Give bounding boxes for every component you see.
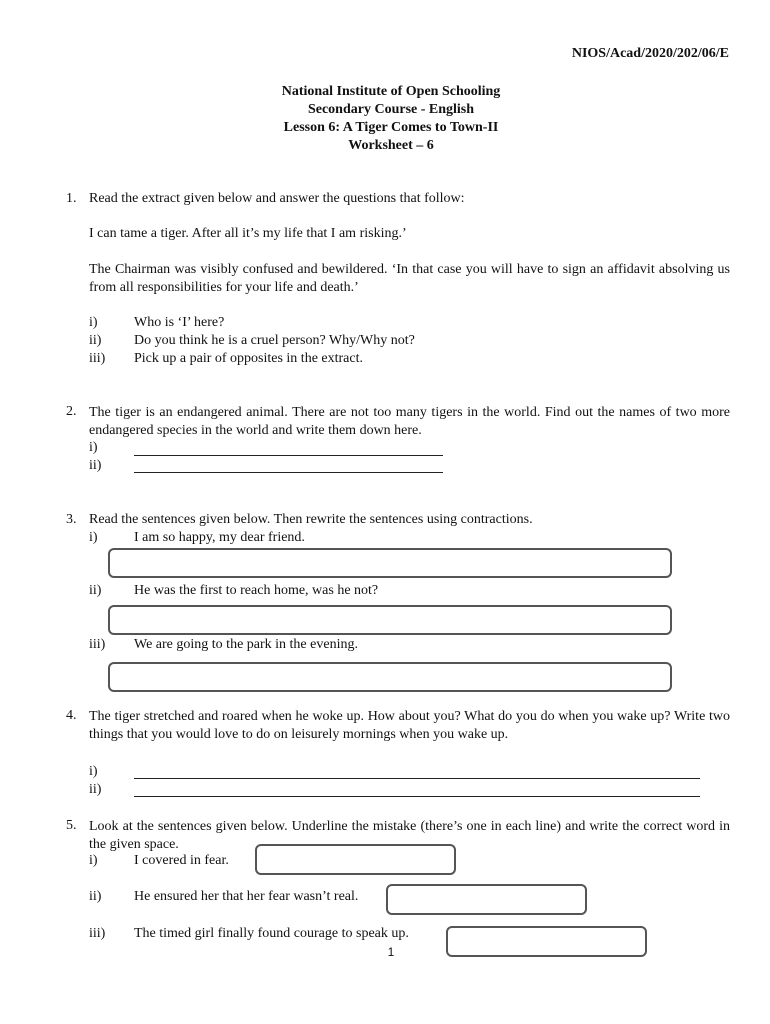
worksheet-title: Worksheet – 6 (348, 138, 434, 153)
answer-line[interactable] (134, 796, 700, 797)
document-reference: NIOS/Acad/2020/202/06/E (571, 46, 729, 61)
question-prompt: The tiger stretched and roared when he woke up. How about you? What do you do when you wake up? Write two things that you would love to do on leisurely mornings when you wake up. (89, 709, 730, 742)
answer-box[interactable] (108, 548, 672, 578)
item-number: iii) (89, 926, 106, 941)
item-number: i) (89, 315, 98, 330)
item-number: ii) (89, 782, 102, 797)
item-number: iii) (89, 351, 106, 366)
question-prompt: Look at the sentences given below. Underline the mistake (there’s one in each line) and write the correct word in the given space. (89, 819, 730, 852)
question-number: 1. (66, 191, 77, 206)
sub-question: We are going to the park in the evening. (134, 637, 358, 652)
question-prompt: Read the extract given below and answer the questions that follow: (89, 191, 465, 206)
extract-paragraph: The Chairman was visibly confused and bewildered. ‘In that case you will have to sign an affidavit absolving us from all responsibilities for your life and death.’ (89, 262, 730, 295)
answer-line[interactable] (134, 472, 443, 473)
item-number: iii) (89, 637, 106, 652)
answer-box[interactable] (386, 884, 587, 915)
answer-box[interactable] (108, 605, 672, 635)
item-number: i) (89, 853, 98, 868)
answer-box[interactable] (108, 662, 672, 692)
question-number: 4. (66, 708, 77, 723)
item-number: ii) (89, 458, 102, 473)
answer-box[interactable] (255, 844, 456, 875)
question-number: 2. (66, 404, 77, 419)
sub-question: He ensured her that her fear wasn’t real. (134, 889, 359, 904)
sub-question: Pick up a pair of opposites in the extract. (134, 351, 363, 366)
item-number: ii) (89, 889, 102, 904)
question-number: 3. (66, 512, 77, 527)
sub-question: He was the first to reach home, was he not? (134, 583, 379, 598)
question-prompt: The tiger is an endangered animal. There are not too many tigers in the world. Find out the names of two more endangered species in the world and write them down here. (89, 405, 730, 438)
course-name: Secondary Course - English (307, 102, 475, 117)
extract-line: I can tame a tiger. After all it’s my life that I am risking.’ (89, 226, 407, 241)
institute-name: National Institute of Open Schooling (281, 84, 501, 99)
sub-question: Who is ‘I’ here? (134, 315, 225, 330)
item-number: ii) (89, 333, 102, 348)
answer-line[interactable] (134, 778, 700, 779)
item-number: i) (89, 440, 98, 455)
item-number: ii) (89, 583, 102, 598)
sub-question: Do you think he is a cruel person? Why/Why not? (134, 333, 415, 348)
page-number: 1 (387, 945, 395, 959)
item-number: i) (89, 764, 98, 779)
lesson-title: Lesson 6: A Tiger Comes to Town-II (283, 120, 499, 135)
answer-line[interactable] (134, 455, 443, 456)
item-number: i) (89, 530, 98, 545)
question-number: 5. (66, 818, 77, 833)
sub-question: I covered in fear. (134, 853, 229, 868)
sub-question: The timed girl finally found courage to speak up. (134, 926, 409, 941)
sub-question: I am so happy, my dear friend. (134, 530, 305, 545)
question-prompt: Read the sentences given below. Then rewrite the sentences using contractions. (89, 512, 533, 527)
